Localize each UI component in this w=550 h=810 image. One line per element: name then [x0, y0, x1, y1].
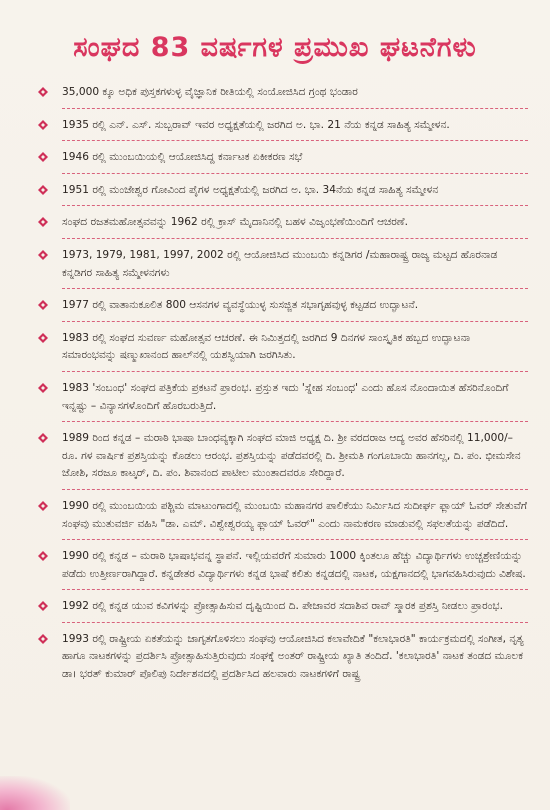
- event-text: 1935 ರಲ್ಲಿ ಎನ್. ಎಸ್. ಸುಬ್ಬರಾವ್ ಇವರ ಅಧ್ಯಕ್ಷತೆಯಲ್ಲಿ ಜರಗಿದ ಅ. ಭಾ. 21 ನೆಯ ಕನ್ನಡ ಸಾಹಿತ್ಯ ಸಮ್ಮೇಳನ.: [62, 118, 450, 131]
- event-text: ಸಂಘದ ರಜತಮಹೋತ್ಸವವನ್ನು 1962 ರಲ್ಲಿ ಕ್ರಾಸ್ ಮೈದಾನಿನಲ್ಲಿ ಬಹಳ ವಿಜೃಂಭಣೆಯಿಂದಿಗೆ ಆಚರಣೆ.: [62, 216, 408, 229]
- event-item: [38, 498, 528, 533]
- dashed-separator: [62, 489, 528, 491]
- diamond-bullet-icon: [38, 250, 48, 260]
- diamond-bullet-icon: [38, 120, 48, 130]
- diamond-bullet-icon: [38, 300, 48, 310]
- dashed-separator: [62, 589, 528, 591]
- diamond-bullet-icon: [38, 185, 48, 195]
- dashed-separator: [62, 371, 528, 373]
- event-item: [38, 247, 528, 282]
- event-item: [38, 330, 528, 365]
- dashed-separator: [62, 321, 528, 323]
- dashed-separator: [62, 140, 528, 142]
- event-text: 1983 'ಸಂಬಂಧ' ಸಂಘದ ಪತ್ರಿಕೆಯ ಪ್ರಕಟನೆ ಪ್ರಾರಂಭ. ಪ್ರಸ್ತುತ ಇದು 'ಸ್ನೇಹ ಸಂಬಂಧ' ಎಂದು ಹೊಸ ನೊಂದಾಯಿತ ಹೆಸರಿನೊಂದಿಗೆ ಇನ್ನಷ್ಟು – ವಿನ್ಯಾಸಗಳೊಂದಿಗೆ ಹೊರಬರುತ್ತಿದೆ.: [62, 381, 509, 412]
- event-item: [38, 380, 528, 415]
- dashed-separator: [62, 288, 528, 290]
- dashed-separator: [62, 622, 528, 624]
- event-item: [38, 117, 528, 135]
- event-text: 1946 ರಲ್ಲಿ ಮುಂಬಯಿಯಲ್ಲಿ ಆಯೋಜಿಸಿದ್ದ ಕರ್ನಾಟಕ ಏಕೀಕರಣ ಸಭೆ: [62, 151, 303, 164]
- event-item: [38, 182, 528, 200]
- event-item: [38, 214, 528, 232]
- event-text: 1990 ರಲ್ಲಿ ಮುಂಬಯಿಯ ಪಶ್ಚಿಮ ಮಾಟುಂಗಾದಲ್ಲಿ ಮುಂಬಯಿ ಮಹಾನಗರ ಪಾಲಿಕೆಯು ನಿರ್ಮಿಸಿದ ಸುದೀರ್ಘ ಫ್ಲಾಯ್ ಓವರ್ ಸೇತುವೆಗೆ ಸಂಘವು ಮುತುವರ್ಜಿ ವಹಿಸಿ "ಡಾ. ಎಮ್. ವಿಶ್ವೇಶ್ವರಯ್ಯ ಫ್ಲಾಯ್ ಓವರ್" ಎಂದು ನಾಮಕರಣ ಮಾಡುವಲ್ಲಿ ಸಫಲತೆಯನ್ನು ಪಡೆದಿದೆ.: [62, 499, 528, 530]
- event-item: [38, 631, 528, 684]
- diamond-bullet-icon: [38, 634, 48, 644]
- page-title: ಸಂಘದ 83 ವರ್ಷಗಳ ಪ್ರಮುಖ ಘಟನೆಗಳು: [73, 32, 477, 63]
- dashed-separator: [62, 539, 528, 541]
- dashed-separator: [62, 173, 528, 175]
- event-text: 35,000 ಕ್ಕೂ ಅಧಿಕ ಪುಸ್ತಕಗಳುಳ್ಳ ವೈಜ್ಞಾನಿಕ ರೀತಿಯಲ್ಲಿ ಸಂಯೋಜಿಸಿದ ಗ್ರಂಥ ಭಂಡಾರ: [62, 86, 358, 98]
- diamond-bullet-icon: [38, 551, 48, 561]
- events-list: [38, 84, 528, 684]
- dashed-separator: [62, 421, 528, 423]
- event-text: 1951 ರಲ್ಲಿ ಮಂಜೇಶ್ವರ ಗೋವಿಂದ ಪೈಗಳ ಅಧ್ಯಕ್ಷತೆಯಲ್ಲಿ ಜರಗಿದ ಅ. ಭಾ. 34ನೆಯ ಕನ್ನಡ ಸಾಹಿತ್ಯ ಸಮ್ಮೇಳನ: [62, 183, 439, 196]
- diamond-bullet-icon: [38, 217, 48, 227]
- event-item: [38, 297, 528, 315]
- diamond-bullet-icon: [38, 87, 48, 97]
- event-text: 1973, 1979, 1981, 1997, 2002 ರಲ್ಲಿ ಆಯೋಜಿಸಿದ ಮುಂಬಯಿ ಕನ್ನಡಿಗರ /ಮಹಾರಾಷ್ಟ್ರ ರಾಜ್ಯ ಮಟ್ಟದ ಹೊರನಾಡ ಕನ್ನಡಿಗರ ಸಾಹಿತ್ಯ ಸಮ್ಮೇಳನಗಳು: [62, 248, 498, 279]
- diamond-bullet-icon: [38, 152, 48, 162]
- event-item: [38, 548, 528, 583]
- diamond-bullet-icon: [38, 501, 48, 511]
- diamond-bullet-icon: [38, 433, 48, 443]
- diamond-bullet-icon: [38, 601, 48, 611]
- diamond-bullet-icon: [38, 383, 48, 393]
- dashed-separator: [62, 205, 528, 207]
- event-item: [38, 149, 528, 167]
- dashed-separator: [62, 108, 528, 110]
- event-text: 1983 ರಲ್ಲಿ ಸಂಘದ ಸುವರ್ಣ ಮಹೋತ್ಸವ ಆಚರಣೆ. ಈ ನಿಮಿತ್ತದಲ್ಲಿ ಜರಗಿದ 9 ದಿನಗಳ ಸಾಂಸ್ಕೃತಿಕ ಹಬ್ಬದ ಉದ್ಘಾಟನಾ ಸಮಾರಂಭವನ್ನು ಷಣ್ಮುಖಾನಂದ ಹಾಲ್‌ನಲ್ಲಿ ಯಶಸ್ವಿಯಾಗಿ ಜರಗಿಸಿತು.: [62, 331, 471, 362]
- dashed-separator: [62, 238, 528, 240]
- event-item: [38, 598, 528, 616]
- event-item: [38, 430, 528, 483]
- pink-ink-blot: [0, 776, 70, 810]
- event-text: 1992 ರಲ್ಲಿ ಕನ್ನಡ ಯುವ ಕವಿಗಳನ್ನು ಪ್ರೋತ್ಸಾಹಿಸುವ ದೃಷ್ಟಿಯಿಂದ ದಿ. ಪೇಜಾವರ ಸದಾಶಿವ ರಾವ್ ಸ್ಮಾರಕ ಪ್ರಶಸ್ತಿ ನೀಡಲು ಪ್ರಾರಂಭ.: [62, 600, 503, 613]
- event-text: 1989 ರಿಂದ ಕನ್ನಡ – ಮರಾಠಿ ಭಾಷಾ ಬಾಂಧವ್ಯಕ್ಕಾಗಿ ಸಂಘದ ಮಾಜಿ ಅಧ್ಯಕ್ಷ ದಿ. ಶ್ರೀ ವರದರಾಜ ಆದ್ಯ ಅವರ ಹೆಸರಿನಲ್ಲಿ 11,000/– ರೂ. ಗಳ ವಾರ್ಷಿಕ ಪ್ರಶಸ್ತಿಯನ್ನು ಕೊಡಲು ಆರಂಭ. ಪ್ರಶಸ್ತಿಯನ್ನು ಪಡೆದವರಲ್ಲಿ ದಿ. ಶ್ರೀಮತಿ ಗಂಗೂಬಾಯಿ ಹಾನಗಲ್ಲ, ದಿ. ಪಂ. ಭೀಮಸೇನ ಜೋಶಿ, ಸರಜೂ ಕಾಟ್ಕರ್, ದಿ. ಪಂ. ಶಿವಾನಂದ ಪಾಟೀಲ ಮುಂತಾದವರೂ ಸೇರಿದ್ದಾರೆ.: [62, 432, 521, 480]
- event-text: 1990 ರಲ್ಲಿ ಕನ್ನಡ – ಮರಾಠಿ ಭಾಷಾಭವನ್ನ ಸ್ಥಾಪನೆ. ಇಲ್ಲಿಯವರೆಗೆ ಸುಮಾರು 1000 ಕ್ಕಿಂತಲೂ ಹೆಚ್ಚು ವಿದ್ಯಾರ್ಥಿಗಳು ಉಚ್ಚಶ್ರೇಣಿಯನ್ನು ಪಡೆದು ಉತ್ತೀರ್ಣರಾಗಿದ್ದಾರೆ. ಕನ್ನಡೇತರ ವಿದ್ಯಾರ್ಥಿಗಳು ಕನ್ನಡ ಭಾಷೆ ಕಲಿತು ಕನ್ನಡದಲ್ಲಿ ನಾಟಕ, ಯಕ್ಷಗಾನದಲ್ಲಿ ಭಾಗವಹಿಸಿರುವುದು ವಿಶೇಷ.: [62, 550, 526, 580]
- diamond-bullet-icon: [38, 333, 48, 343]
- event-text: 1977 ರಲ್ಲಿ ವಾತಾನುಕೂಲಿತ 800 ಆಸನಗಳ ವ್ಯವಸ್ಥೆಯುಳ್ಳ ಸುಸಜ್ಜಿತ ಸಭಾಗೃಹವುಳ್ಳ ಕಟ್ಟಡದ ಉದ್ಘಾಟನೆ.: [62, 299, 419, 312]
- event-item: [38, 84, 528, 102]
- event-text: 1993 ರಲ್ಲಿ ರಾಷ್ಟ್ರೀಯ ಏಕತೆಯನ್ನು ಜಾಗೃತಗೊಳಿಸಲು ಸಂಘವು ಆಯೋಜಿಸಿದ ಕಲಾವೇದಿಕೆ "ಕಲಾಭಾರತಿ" ಕಾರ್ಯಕ್ರಮದಲ್ಲಿ ಸಂಗೀತ, ನೃತ್ಯ ಹಾಗೂ ನಾಟಕಗಳನ್ನು ಪ್ರದರ್ಶಿಸಿ ಪ್ರೋತ್ಸಾಹಿಸುತ್ತಿರುವುದು ಸಂಘಕ್ಕೆ ಅಂತರ್ ರಾಷ್ಟ್ರೀಯ ಖ್ಯಾತಿ ತಂದಿದೆ. 'ಕಲಾಭಾರತಿ' ನಾಟಕ ತಂಡದ ಮೂಲಕ ಡಾ। ಭರತ್ ಕುಮಾರ್ ಪೊಲಿಪು ನಿರ್ದೇಶನದಲ್ಲಿ ಪ್ರದರ್ಶಿಸಿದ ಹಲವಾರು ನಾಟಕಗಳಿಗೆ ರಾಷ್ಟ್ರ: [62, 632, 524, 681]
